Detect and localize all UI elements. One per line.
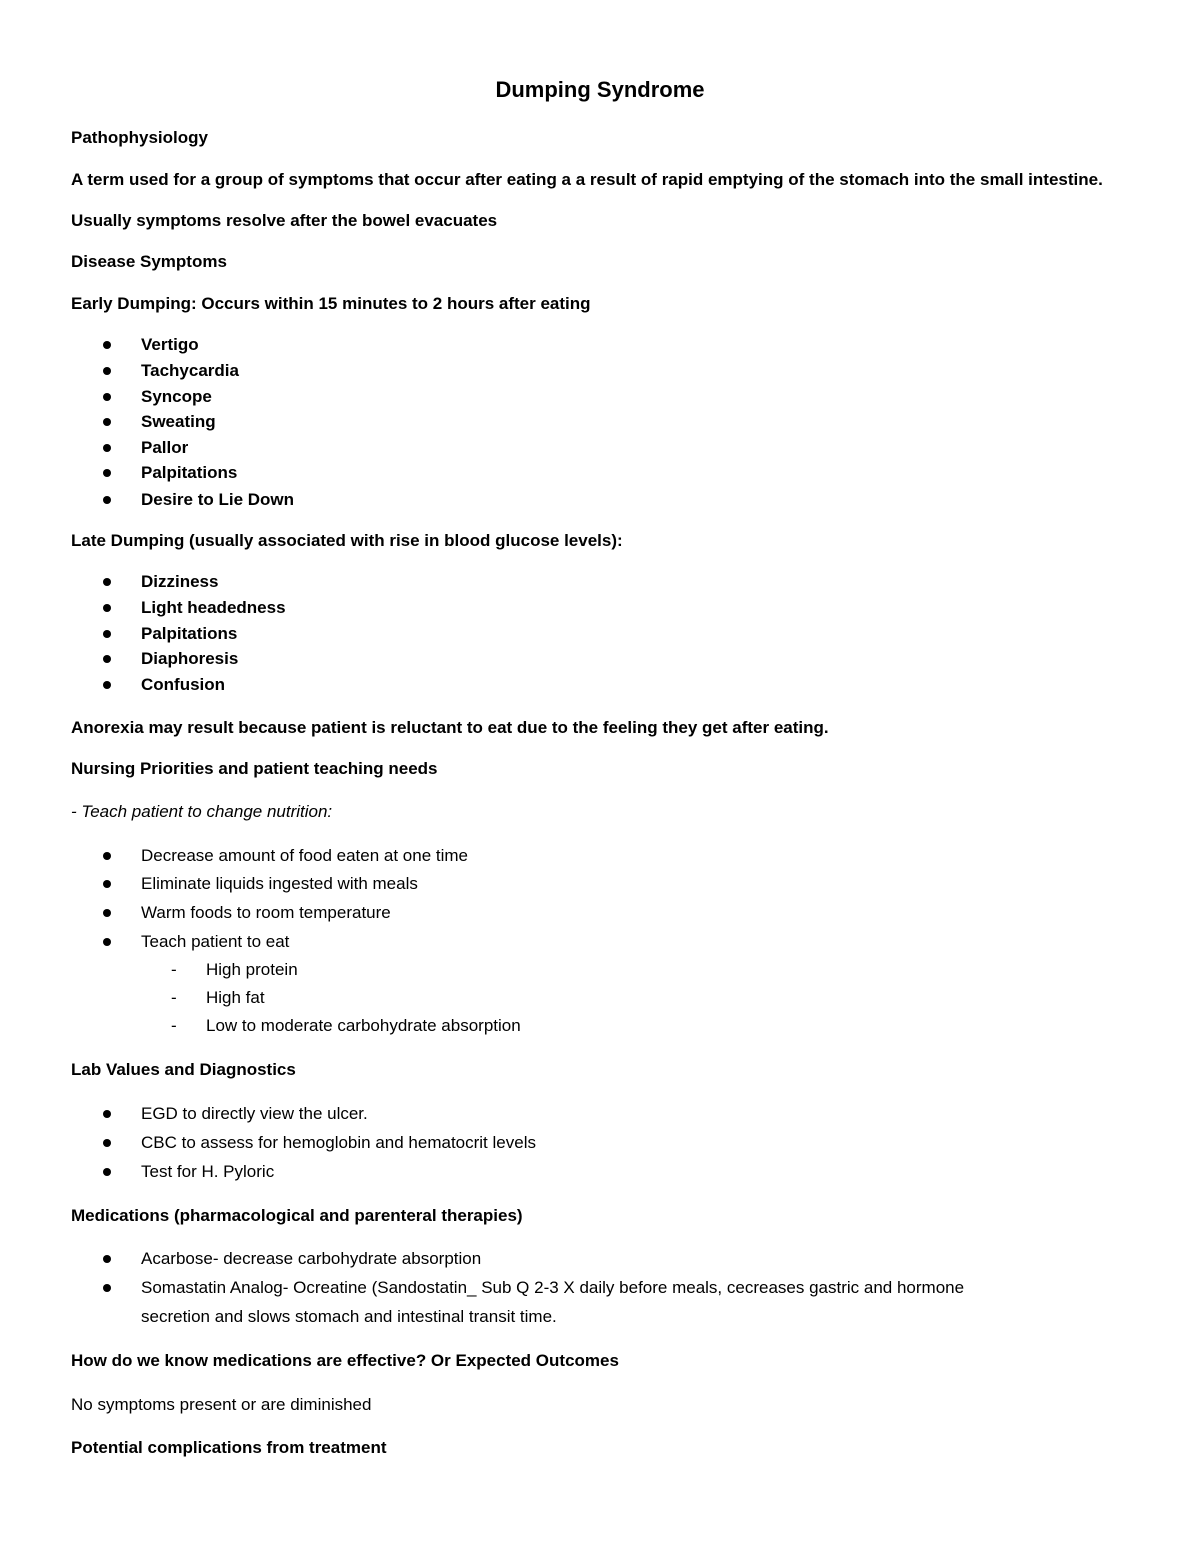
- list-item: Warm foods to room temperature: [141, 903, 391, 922]
- list-item: Test for H. Pyloric: [141, 1162, 275, 1181]
- bullet-icon: [103, 444, 111, 452]
- bullet-icon: [103, 938, 111, 946]
- late-dumping-heading: Late Dumping (usually associated with rise in blood glucose levels):: [71, 531, 623, 550]
- list-item: Sweating: [141, 412, 216, 431]
- list-item: Tachycardia: [141, 361, 239, 380]
- bullet-icon: [103, 469, 111, 477]
- bullet-icon: [103, 880, 111, 888]
- bullet-icon: [103, 393, 111, 401]
- dash-marker: -: [171, 1016, 177, 1035]
- list-item: Syncope: [141, 387, 212, 406]
- list-item-continuation: secretion and slows stomach and intestinal transit time.: [141, 1307, 557, 1326]
- bullet-icon: [103, 655, 111, 663]
- bullet-icon: [103, 1168, 111, 1176]
- list-item: Confusion: [141, 675, 226, 694]
- medications-heading: Medications (pharmacological and parenteral therapies): [71, 1206, 523, 1225]
- bullet-icon: [103, 909, 111, 917]
- bullet-icon: [103, 496, 111, 504]
- bullet-icon: [103, 1139, 111, 1147]
- dash-marker: -: [171, 988, 177, 1007]
- bullet-icon: [103, 630, 111, 638]
- bullet-icon: [103, 604, 111, 612]
- list-item: Diaphoresis: [141, 649, 239, 668]
- dash-marker: -: [171, 960, 177, 979]
- anorexia-note: Anorexia may result because patient is reluctant to eat due to the feeling they get after eating.: [71, 718, 829, 737]
- list-item: Somastatin Analog- Ocreatine (Sandostatin_ Sub Q 2-3 X daily before meals, cecreases gastric and hormone: [141, 1278, 965, 1297]
- list-item: Vertigo: [141, 335, 199, 354]
- list-item: CBC to assess for hemoglobin and hematocrit levels: [141, 1133, 536, 1152]
- bullet-icon: [103, 418, 111, 426]
- nursing-heading: Nursing Priorities and patient teaching needs: [71, 759, 438, 778]
- complications-heading: Potential complications from treatment: [71, 1438, 387, 1457]
- outcomes-text: No symptoms present or are diminished: [71, 1395, 372, 1414]
- bullet-icon: [103, 852, 111, 860]
- sub-list-item: Low to moderate carbohydrate absorption: [206, 1016, 521, 1035]
- labs-heading: Lab Values and Diagnostics: [71, 1060, 296, 1079]
- bullet-icon: [103, 367, 111, 375]
- list-item: Palpitations: [141, 463, 238, 482]
- sub-list-item: High protein: [206, 960, 298, 979]
- pathophysiology-definition: A term used for a group of symptoms that occur after eating a a result of rapid emptying of the stomach into the small intestine.: [71, 170, 1103, 189]
- bullet-icon: [103, 341, 111, 349]
- list-item: Dizziness: [141, 572, 219, 591]
- document-title: Dumping Syndrome: [495, 77, 705, 102]
- list-item: EGD to directly view the ulcer.: [141, 1104, 368, 1123]
- bullet-icon: [103, 578, 111, 586]
- bullet-icon: [103, 681, 111, 689]
- disease-symptoms-heading: Disease Symptoms: [71, 252, 227, 271]
- bullet-icon: [103, 1284, 111, 1292]
- list-item: Eliminate liquids ingested with meals: [141, 874, 418, 893]
- nursing-intro: - Teach patient to change nutrition:: [71, 802, 333, 821]
- list-item: Pallor: [141, 438, 189, 457]
- list-item: Acarbose- decrease carbohydrate absorption: [141, 1249, 482, 1268]
- list-item: Teach patient to eat: [141, 932, 290, 951]
- list-item: Light headedness: [141, 598, 286, 617]
- list-item: Desire to Lie Down: [141, 490, 295, 509]
- bullet-icon: [103, 1110, 111, 1118]
- early-dumping-heading: Early Dumping: Occurs within 15 minutes to 2 hours after eating: [71, 294, 591, 313]
- list-item: Decrease amount of food eaten at one time: [141, 846, 468, 865]
- list-item: Palpitations: [141, 624, 238, 643]
- sub-list-item: High fat: [206, 988, 265, 1007]
- outcomes-heading: How do we know medications are effective? Or Expected Outcomes: [71, 1351, 619, 1370]
- pathophysiology-resolution: Usually symptoms resolve after the bowel evacuates: [71, 211, 498, 230]
- bullet-icon: [103, 1255, 111, 1263]
- pathophysiology-heading: Pathophysiology: [71, 128, 208, 147]
